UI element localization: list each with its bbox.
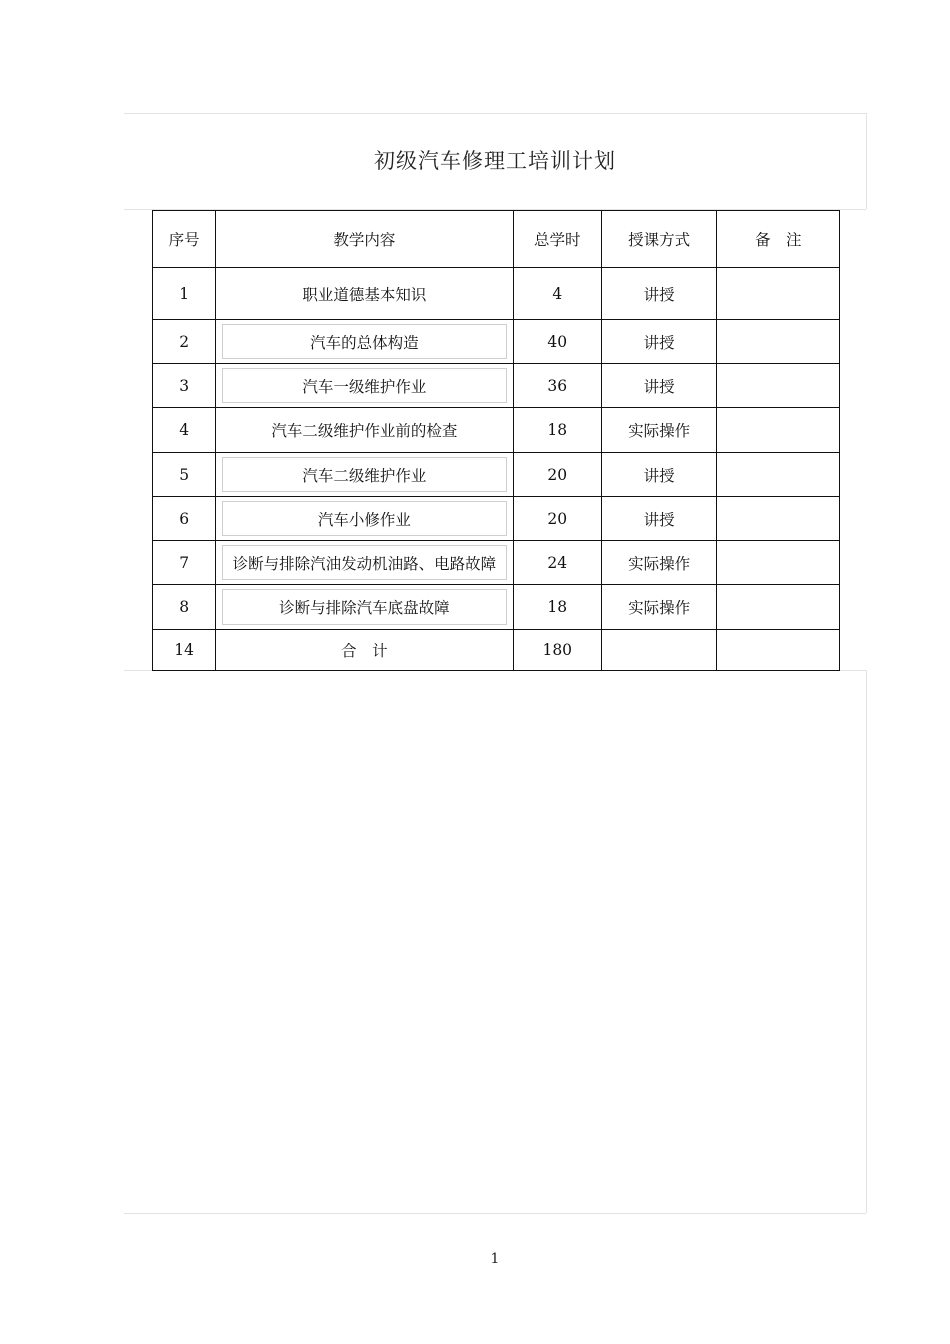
cell-content [216,408,513,453]
cell-hours: 24 [513,541,601,585]
cell-total-method [601,630,717,671]
page-number: 1 [490,1251,500,1267]
cell-method: 讲授 [601,364,717,408]
cell-content [216,585,513,630]
cell-hours: 40 [513,320,601,364]
cell-serial-number: 4 [153,408,216,453]
cell-hours: 36 [513,364,601,408]
header-total-hours: 总学时 [513,211,601,268]
cell-serial-number: 6 [153,497,216,541]
cell-total-note [717,630,840,671]
header-remarks: 备 注 [717,211,840,268]
cell-serial-number: 1 [153,268,216,320]
content-text: 汽车二级维护作业 [302,466,427,485]
table-header-row [153,211,840,268]
cell-content [216,453,513,497]
cell-method: 讲授 [601,320,717,364]
table-row [153,453,840,497]
cell-note [717,268,840,320]
cell-total-label: 合 计 [216,630,513,671]
cell-method: 实际操作 [601,408,717,453]
training-plan-table [152,210,840,671]
table-row [153,408,840,453]
cell-note [717,364,840,408]
table-row [153,268,840,320]
cell-note [717,453,840,497]
cell-note [717,408,840,453]
cell-hours: 18 [513,408,601,453]
cell-method: 实际操作 [601,541,717,585]
frame-bottom-line [124,1213,866,1214]
cell-method: 实际操作 [601,585,717,630]
cell-content [216,541,513,585]
cell-serial-number: 8 [153,585,216,630]
cell-content [216,364,513,408]
cell-note [717,585,840,630]
content-text: 汽车的总体构造 [310,333,419,352]
header-teaching-content: 教学内容 [216,211,513,268]
cell-content [216,320,513,364]
content-text: 汽车一级维护作业 [302,377,427,396]
cell-note [717,320,840,364]
cell-hours: 18 [513,585,601,630]
cell-hours: 4 [513,268,601,320]
cell-serial-number: 5 [153,453,216,497]
content-text: 诊断与排除汽车底盘故障 [279,599,450,617]
content-text: 汽车小修作业 [317,510,411,529]
content-text: 诊断与排除汽油发动机油路、电路故障 [232,554,497,573]
cell-serial-number: 7 [153,541,216,585]
cell-content [216,268,513,320]
table-row [153,541,840,585]
cell-note [717,497,840,541]
content-text: 职业道德基本知识 [302,285,427,304]
cell-total-hours: 180 [513,630,601,671]
table-row [153,320,840,364]
cell-note [717,541,840,585]
cell-serial-number: 2 [153,320,216,364]
header-serial-number: 序号 [153,211,216,268]
frame-right-line-lower [866,670,867,1213]
frame-top-line [124,113,866,114]
cell-serial-number: 3 [153,364,216,408]
table-total-row [153,630,840,671]
cell-hours: 20 [513,453,601,497]
cell-method: 讲授 [601,268,717,320]
header-teaching-method: 授课方式 [601,211,717,268]
table-row [153,497,840,541]
document-title: 初级汽车修理工培训计划 [374,149,616,173]
cell-hours: 20 [513,497,601,541]
cell-content [216,497,513,541]
table-row [153,585,840,630]
content-text: 汽车二级维护作业前的检查 [271,422,458,440]
table-row [153,364,840,408]
frame-right-line-upper [866,113,867,209]
cell-method: 讲授 [601,453,717,497]
cell-total-serial: 14 [153,630,216,671]
cell-method: 讲授 [601,497,717,541]
